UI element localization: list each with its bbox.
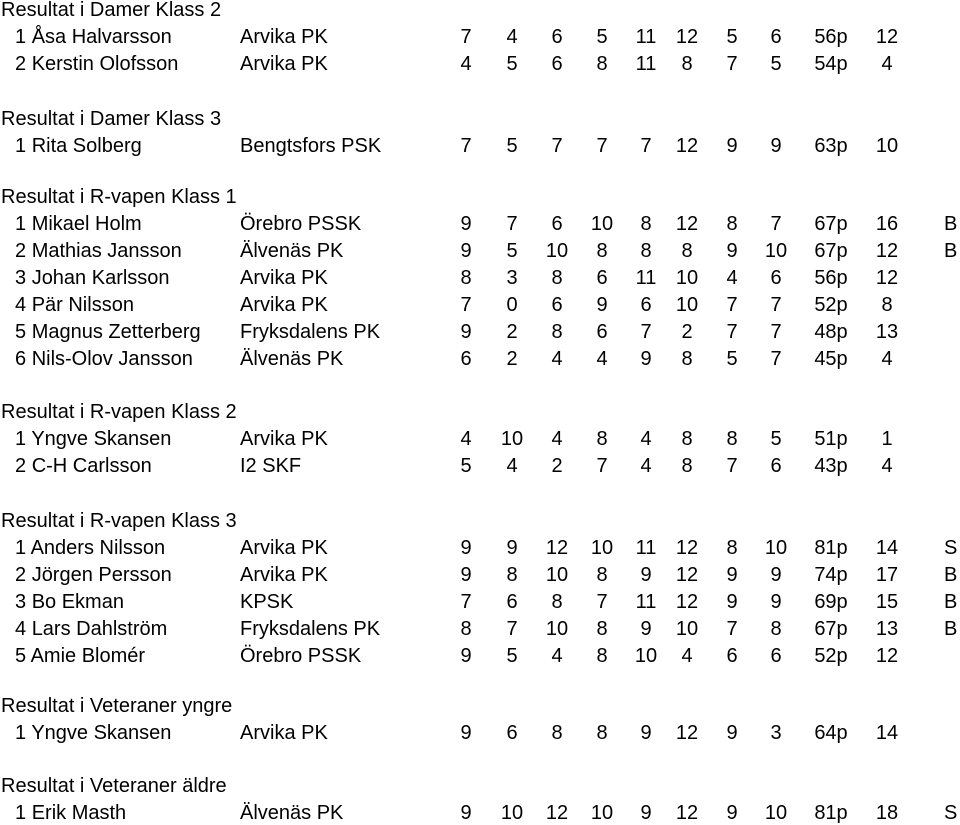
placing: 1 <box>15 26 27 48</box>
series-score: 12 <box>675 802 699 824</box>
series-score: 11 <box>635 537 657 559</box>
series-score: 8 <box>596 564 608 586</box>
series-score: 12 <box>675 135 699 157</box>
club-name: Örebro PSSK <box>240 645 362 667</box>
series-score: 4 <box>460 53 472 75</box>
series-score: 9 <box>770 135 782 157</box>
club-name: Arvika PK <box>240 53 328 75</box>
series-score: 6 <box>770 26 782 48</box>
series-score: 7 <box>460 591 472 613</box>
result-row <box>0 721 960 745</box>
series-score: 7 <box>726 294 738 316</box>
result-row <box>0 590 960 614</box>
shooter-name: Yngve Skansen <box>31 428 172 450</box>
shooter-name: Anders Nilsson <box>30 537 166 559</box>
series-score: 5 <box>770 53 782 75</box>
total-points: 81p <box>814 802 848 824</box>
award-badge: S <box>944 537 958 559</box>
series-score: 10 <box>675 618 699 640</box>
result-row <box>0 320 960 344</box>
result-row <box>0 239 960 263</box>
series-score: 12 <box>675 591 699 613</box>
inner-tens-count: 4 <box>881 53 893 75</box>
shooter-name: Rita Solberg <box>31 135 142 157</box>
placing: 2 <box>15 455 27 477</box>
series-score: 7 <box>770 348 782 370</box>
competitor-name <box>15 212 142 236</box>
total-points: 56p <box>814 267 848 289</box>
result-row <box>0 563 960 587</box>
series-score: 5 <box>506 53 518 75</box>
series-score: 4 <box>596 348 608 370</box>
series-score: 6 <box>460 348 472 370</box>
series-score: 7 <box>506 618 518 640</box>
result-row <box>0 134 960 158</box>
series-score: 12 <box>675 26 699 48</box>
club-name: I2 SKF <box>240 455 302 477</box>
series-score: 9 <box>460 564 472 586</box>
competitor-name <box>15 52 178 76</box>
award-badge: B <box>944 240 958 262</box>
series-score: 5 <box>726 348 738 370</box>
series-score: 9 <box>596 294 608 316</box>
series-score: 7 <box>726 618 738 640</box>
series-score: 12 <box>545 537 569 559</box>
series-score: 8 <box>640 213 652 235</box>
series-score: 9 <box>726 802 738 824</box>
series-score: 9 <box>726 240 738 262</box>
placing: 2 <box>15 564 27 586</box>
series-score: 7 <box>726 455 738 477</box>
series-score: 7 <box>460 26 472 48</box>
series-score: 8 <box>681 348 693 370</box>
inner-tens-count: 4 <box>881 455 893 477</box>
award-badge: B <box>944 213 958 235</box>
series-score: 9 <box>640 348 652 370</box>
series-score: 12 <box>545 802 569 824</box>
series-score: 12 <box>675 537 699 559</box>
series-score: 7 <box>770 321 782 343</box>
series-score: 8 <box>770 618 782 640</box>
club-name: Arvika PK <box>240 722 328 744</box>
series-score: 6 <box>726 645 738 667</box>
series-score: 7 <box>640 321 652 343</box>
inner-tens-count: 17 <box>875 564 899 586</box>
series-score: 6 <box>770 645 782 667</box>
shooter-name: Amie Blomér <box>30 645 146 667</box>
series-score: 8 <box>726 213 738 235</box>
series-score: 8 <box>551 591 563 613</box>
total-points: 69p <box>814 591 848 613</box>
series-score: 8 <box>460 267 472 289</box>
placing: 4 <box>15 294 27 316</box>
placing: 2 <box>15 53 27 75</box>
inner-tens-count: 1 <box>881 428 893 450</box>
series-score: 10 <box>590 537 614 559</box>
series-score: 2 <box>506 348 518 370</box>
series-score: 8 <box>726 537 738 559</box>
club-name: Arvika PK <box>240 564 328 586</box>
series-score: 4 <box>460 428 472 450</box>
total-points: 81p <box>814 537 848 559</box>
shooter-name: Bo Ekman <box>31 591 124 613</box>
series-score: 9 <box>460 645 472 667</box>
series-score: 7 <box>460 294 472 316</box>
series-score: 4 <box>551 348 563 370</box>
series-score: 7 <box>640 135 652 157</box>
shooter-name: Erik Masth <box>31 802 127 824</box>
series-score: 9 <box>726 564 738 586</box>
club-name: KPSK <box>240 591 294 613</box>
series-score: 8 <box>506 564 518 586</box>
section-title: Resultat i R-vapen Klass 3 <box>1 510 237 532</box>
series-score: 11 <box>635 26 657 48</box>
competitor-name <box>15 590 124 614</box>
total-points: 63p <box>814 135 848 157</box>
series-score: 9 <box>460 321 472 343</box>
competitor-name <box>15 293 134 317</box>
series-score: 2 <box>681 321 693 343</box>
club-name: Älvenäs PK <box>240 240 344 262</box>
series-score: 2 <box>551 455 563 477</box>
series-score: 7 <box>770 213 782 235</box>
inner-tens-count: 13 <box>875 618 899 640</box>
placing: 1 <box>15 722 27 744</box>
shooter-name: Yngve Skansen <box>31 722 172 744</box>
series-score: 11 <box>635 591 657 613</box>
inner-tens-count: 4 <box>881 348 893 370</box>
series-score: 4 <box>681 645 693 667</box>
inner-tens-count: 14 <box>875 722 899 744</box>
shooter-name: Jörgen Persson <box>31 564 172 586</box>
club-name: Arvika PK <box>240 294 328 316</box>
inner-tens-count: 16 <box>875 213 899 235</box>
placing: 5 <box>15 321 27 343</box>
series-score: 7 <box>506 213 518 235</box>
series-score: 9 <box>460 802 472 824</box>
series-score: 5 <box>460 455 472 477</box>
series-score: 6 <box>640 294 652 316</box>
series-score: 7 <box>596 135 608 157</box>
series-score: 2 <box>506 321 518 343</box>
series-score: 8 <box>596 428 608 450</box>
competitor-name <box>15 427 171 451</box>
series-score: 5 <box>596 26 608 48</box>
placing: 1 <box>15 135 27 157</box>
series-score: 9 <box>640 618 652 640</box>
club-name: Fryksdalens PK <box>240 321 381 343</box>
series-score: 10 <box>764 240 788 262</box>
series-score: 6 <box>551 26 563 48</box>
series-score: 12 <box>675 722 699 744</box>
shooter-name: Nils-Olov Jansson <box>31 348 193 370</box>
series-score: 5 <box>726 26 738 48</box>
shooter-name: Magnus Zetterberg <box>31 321 201 343</box>
result-row <box>0 52 960 76</box>
series-score: 6 <box>770 455 782 477</box>
inner-tens-count: 15 <box>875 591 899 613</box>
shooter-name: Mikael Holm <box>31 213 142 235</box>
series-score: 9 <box>506 537 518 559</box>
series-score: 9 <box>726 135 738 157</box>
series-score: 9 <box>770 564 782 586</box>
series-score: 5 <box>770 428 782 450</box>
award-badge: B <box>944 591 958 613</box>
club-name: Fryksdalens PK <box>240 618 381 640</box>
total-points: 67p <box>814 240 848 262</box>
series-score: 9 <box>726 591 738 613</box>
section-title: Resultat i Damer Klass 2 <box>1 0 222 21</box>
series-score: 4 <box>551 645 563 667</box>
inner-tens-count: 10 <box>875 135 899 157</box>
series-score: 12 <box>675 213 699 235</box>
club-name: Arvika PK <box>240 26 328 48</box>
placing: 5 <box>15 645 27 667</box>
series-score: 8 <box>551 321 563 343</box>
series-score: 10 <box>764 537 788 559</box>
total-points: 51p <box>814 428 848 450</box>
result-row <box>0 25 960 49</box>
placing: 3 <box>15 267 27 289</box>
series-score: 6 <box>596 267 608 289</box>
inner-tens-count: 12 <box>875 240 899 262</box>
series-score: 10 <box>675 294 699 316</box>
inner-tens-count: 12 <box>875 267 899 289</box>
shooter-name: Pär Nilsson <box>31 294 134 316</box>
shooter-name: Johan Karlsson <box>31 267 170 289</box>
series-score: 8 <box>596 53 608 75</box>
series-score: 8 <box>726 428 738 450</box>
section-title: Resultat i Veteraner yngre <box>1 695 233 717</box>
series-score: 7 <box>596 455 608 477</box>
series-score: 8 <box>551 722 563 744</box>
total-points: 74p <box>814 564 848 586</box>
result-row <box>0 293 960 317</box>
section-title: Resultat i Veteraner äldre <box>1 775 227 797</box>
placing: 1 <box>15 537 27 559</box>
series-score: 6 <box>506 722 518 744</box>
total-points: 67p <box>814 618 848 640</box>
series-score: 8 <box>681 455 693 477</box>
club-name: Arvika PK <box>240 537 328 559</box>
series-score: 9 <box>770 591 782 613</box>
shooter-name: Lars Dahlström <box>31 618 168 640</box>
result-row <box>0 266 960 290</box>
competitor-name <box>15 454 152 478</box>
club-name: Arvika PK <box>240 267 328 289</box>
total-points: 52p <box>814 294 848 316</box>
series-score: 6 <box>551 53 563 75</box>
series-score: 4 <box>726 267 738 289</box>
section-title: Resultat i Damer Klass 3 <box>1 108 222 130</box>
competitor-name <box>15 617 167 641</box>
series-score: 7 <box>726 53 738 75</box>
total-points: 43p <box>814 455 848 477</box>
series-score: 8 <box>596 618 608 640</box>
placing: 1 <box>15 802 27 824</box>
total-points: 67p <box>814 213 848 235</box>
award-badge: S <box>944 802 958 824</box>
series-score: 4 <box>551 428 563 450</box>
series-score: 5 <box>506 135 518 157</box>
series-score: 4 <box>506 26 518 48</box>
series-score: 7 <box>596 591 608 613</box>
result-row <box>0 454 960 478</box>
series-score: 6 <box>551 294 563 316</box>
placing: 1 <box>15 213 27 235</box>
competitor-name <box>15 239 182 263</box>
club-name: Bengtsfors PSK <box>240 135 382 157</box>
series-score: 7 <box>551 135 563 157</box>
total-points: 54p <box>814 53 848 75</box>
series-score: 8 <box>460 618 472 640</box>
club-name: Örebro PSSK <box>240 213 362 235</box>
shooter-name: Mathias Jansson <box>31 240 182 262</box>
series-score: 8 <box>596 240 608 262</box>
placing: 2 <box>15 240 27 262</box>
shooter-name: C-H Carlsson <box>31 455 152 477</box>
total-points: 64p <box>814 722 848 744</box>
competitor-name <box>15 536 165 560</box>
series-score: 10 <box>590 802 614 824</box>
series-score: 8 <box>640 240 652 262</box>
inner-tens-count: 14 <box>875 537 899 559</box>
total-points: 56p <box>814 26 848 48</box>
club-name: Älvenäs PK <box>240 802 344 824</box>
inner-tens-count: 8 <box>881 294 893 316</box>
series-score: 8 <box>681 428 693 450</box>
series-score: 8 <box>596 645 608 667</box>
result-row <box>0 644 960 668</box>
result-row <box>0 347 960 371</box>
series-score: 10 <box>590 213 614 235</box>
result-row <box>0 212 960 236</box>
section-title: Resultat i R-vapen Klass 1 <box>1 186 237 208</box>
inner-tens-count: 13 <box>875 321 899 343</box>
series-score: 12 <box>675 564 699 586</box>
series-score: 9 <box>640 802 652 824</box>
total-points: 45p <box>814 348 848 370</box>
total-points: 48p <box>814 321 848 343</box>
series-score: 9 <box>726 722 738 744</box>
series-score: 10 <box>764 802 788 824</box>
competitor-name <box>15 563 172 587</box>
placing: 1 <box>15 428 27 450</box>
inner-tens-count: 12 <box>875 26 899 48</box>
series-score: 10 <box>545 564 569 586</box>
series-score: 6 <box>506 591 518 613</box>
club-name: Arvika PK <box>240 428 328 450</box>
series-score: 11 <box>635 53 657 75</box>
award-badge: B <box>944 564 958 586</box>
competitor-name <box>15 134 142 158</box>
club-name: Älvenäs PK <box>240 348 344 370</box>
placing: 4 <box>15 618 27 640</box>
series-score: 4 <box>640 455 652 477</box>
series-score: 10 <box>500 428 524 450</box>
series-score: 8 <box>596 722 608 744</box>
series-score: 6 <box>551 213 563 235</box>
series-score: 6 <box>596 321 608 343</box>
series-score: 7 <box>726 321 738 343</box>
award-badge: B <box>944 618 958 640</box>
series-score: 0 <box>506 294 518 316</box>
section-title: Resultat i R-vapen Klass 2 <box>1 401 237 423</box>
series-score: 6 <box>770 267 782 289</box>
series-score: 4 <box>640 428 652 450</box>
series-score: 8 <box>551 267 563 289</box>
series-score: 10 <box>545 240 569 262</box>
result-row <box>0 536 960 560</box>
placing: 3 <box>15 591 27 613</box>
series-score: 5 <box>506 645 518 667</box>
inner-tens-count: 12 <box>875 645 899 667</box>
competitor-name <box>15 644 145 668</box>
competitor-name <box>15 25 172 49</box>
competitor-name <box>15 721 171 745</box>
shooter-name: Åsa Halvarsson <box>31 26 172 48</box>
total-points: 52p <box>814 645 848 667</box>
series-score: 7 <box>460 135 472 157</box>
series-score: 10 <box>500 802 524 824</box>
series-score: 9 <box>460 537 472 559</box>
series-score: 9 <box>460 213 472 235</box>
series-score: 9 <box>640 564 652 586</box>
series-score: 4 <box>506 455 518 477</box>
shooter-name: Kerstin Olofsson <box>31 53 179 75</box>
series-score: 10 <box>545 618 569 640</box>
series-score: 8 <box>681 53 693 75</box>
series-score: 5 <box>506 240 518 262</box>
series-score: 10 <box>634 645 658 667</box>
competitor-name <box>15 266 170 290</box>
series-score: 3 <box>506 267 518 289</box>
series-score: 11 <box>635 267 657 289</box>
series-score: 8 <box>681 240 693 262</box>
competitor-name <box>15 347 193 371</box>
result-row <box>0 801 960 825</box>
result-row <box>0 617 960 641</box>
placing: 6 <box>15 348 27 370</box>
series-score: 7 <box>770 294 782 316</box>
competitor-name <box>15 320 201 344</box>
series-score: 3 <box>770 722 782 744</box>
series-score: 9 <box>460 722 472 744</box>
series-score: 9 <box>460 240 472 262</box>
inner-tens-count: 18 <box>875 802 899 824</box>
result-row <box>0 427 960 451</box>
series-score: 9 <box>640 722 652 744</box>
series-score: 10 <box>675 267 699 289</box>
competitor-name <box>15 801 126 825</box>
